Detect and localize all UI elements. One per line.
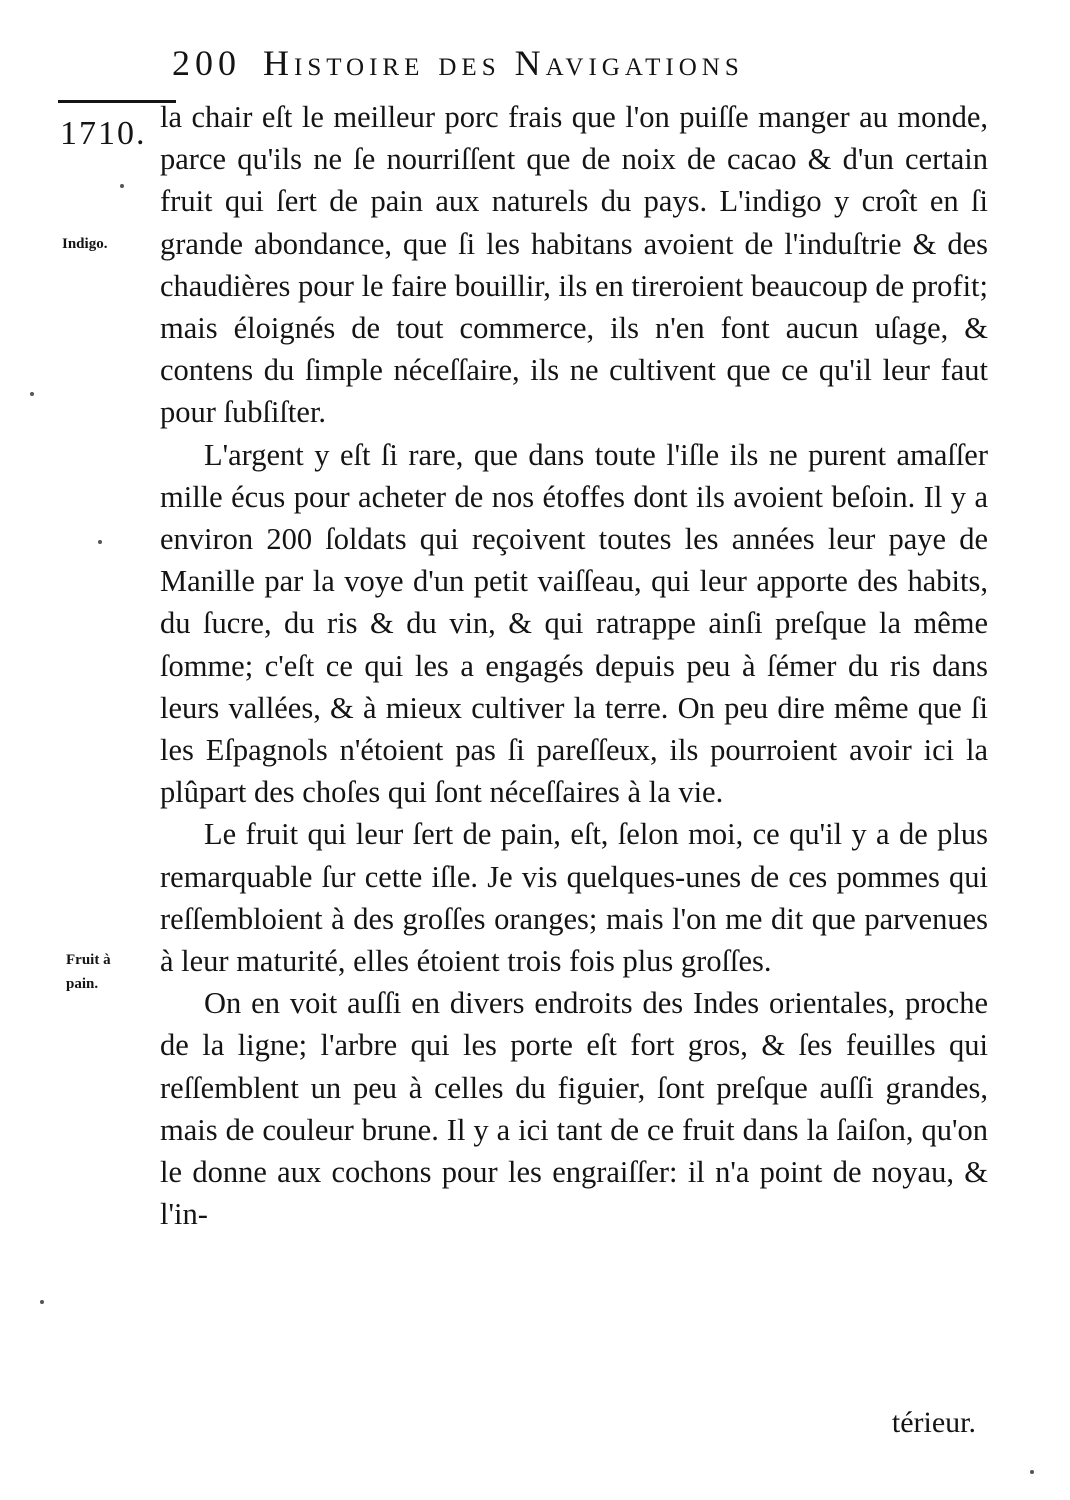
- paragraph-4: On en voit auſſi en divers endroits des Indes orientales, proche de la ligne; l'arbre qui les porte eſt fort gros, & ſes feuilles qui reſſemblent un peu à celles du figuier, ſont preſque auſſi grandes, mais de couleur brune. Il y a ici tant de ce fruit dans la ſaiſon, qu'on le donne aux cochons pour les engraiſſer: il n'a point de noyau, & l'in-: [160, 986, 988, 1232]
- body-text: [160, 96, 988, 1235]
- margin-year: 1710.: [60, 115, 147, 152]
- page-number: 200: [172, 43, 241, 83]
- paragraph-1: la chair eſt le meilleur porc frais que l'on puiſſe manger au monde, parce qu'ils ne ſe nourriſſent que de noix de cacao & d'un certain fruit qui ſert de pain aux naturels du pays. L'indigo y croît en ſi grande abondance, que ſi les habitans avoient de l'induſtrie & des chaudières pour le faire bouillir, ils en tireroient beaucoup de profit; mais éloignés de tout commerce, ils n'en font aucun uſage, & contens du ſimple néceſſaire, ils ne cultivent que ce qu'il leur faut pour ſubſiſter.: [160, 100, 988, 430]
- print-speck: [30, 392, 34, 396]
- catchword: térieur.: [891, 1406, 976, 1439]
- header-rule: [58, 100, 176, 103]
- page-header: [172, 38, 912, 88]
- print-speck: [120, 184, 124, 188]
- margin-note-fruit-a-pain: Fruit à pain.: [66, 952, 111, 992]
- running-title: Histoire des Navigations: [263, 43, 744, 83]
- paragraph-3: Le fruit qui leur ſert de pain, eſt, ſelon moi, ce qu'il y a de plus remarquable ſur cette iſle. Je vis quelques-unes de ces pommes qui reſſembloient à des groſſes oranges; mais l'on me dit que parvenues à leur maturité, elles étoient trois fois plus groſſes.: [160, 817, 988, 979]
- print-speck: [40, 1300, 44, 1304]
- print-speck: [98, 540, 102, 544]
- paragraph-2: L'argent y eſt ſi rare, que dans toute l'iſle ils ne purent amaſſer mille écus pour acheter de nos étoffes dont ils avoient beſoin. Il y a environ 200 ſoldats qui reçoivent toutes les années leur paye de Manille par la voye d'un petit vaiſſeau, qui leur apporte des habits, du ſucre, du ris & du vin, & qui ratrappe ainſi preſque la même ſomme; c'eſt ce qui les a engagés depuis peu à ſémer du ris dans leurs vallées, & à mieux cultiver la terre. On peu dire même que ſi les Eſpagnols n'étoient pas ſi pareſſeux, ils pourroient avoir ici la plûpart des choſes qui ſont néceſſaires à la vie.: [160, 437, 988, 810]
- print-speck: [1030, 1470, 1034, 1474]
- margin-note-indigo: Indigo.: [62, 236, 108, 252]
